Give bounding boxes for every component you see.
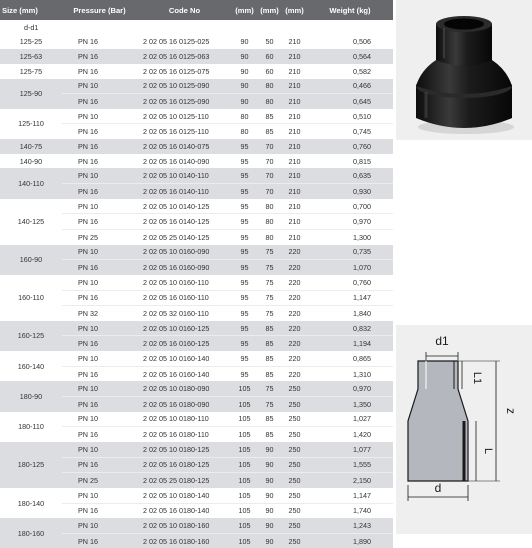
dim-2-cell: 85 bbox=[257, 366, 282, 381]
weight-cell: 0,760 bbox=[307, 275, 393, 290]
table-row bbox=[0, 199, 393, 214]
code-cell: 2 02 05 16 0125-075 bbox=[137, 64, 232, 79]
code-cell: 2 02 05 25 0180-125 bbox=[137, 473, 232, 488]
dim-1-cell: 95 bbox=[232, 214, 257, 230]
dim-3-cell: 250 bbox=[282, 473, 307, 488]
table-row bbox=[0, 442, 393, 457]
pressure-cell: PN 16 bbox=[62, 290, 137, 306]
weight-cell: 0,745 bbox=[307, 124, 393, 139]
code-cell: 2 02 05 16 0140-110 bbox=[137, 184, 232, 199]
dim-3-cell: 210 bbox=[282, 168, 307, 183]
weight-cell: 0,832 bbox=[307, 321, 393, 336]
dim-1-cell: 80 bbox=[232, 124, 257, 139]
weight-cell: 0,582 bbox=[307, 64, 393, 79]
dim-3-cell: 220 bbox=[282, 366, 307, 381]
dim-1-cell: 105 bbox=[232, 427, 257, 442]
size-cell: 125-110 bbox=[0, 109, 62, 139]
pressure-cell: PN 16 bbox=[62, 154, 137, 169]
table-row bbox=[0, 49, 393, 64]
weight-cell: 1,070 bbox=[307, 260, 393, 275]
pressure-cell: PN 10 bbox=[62, 199, 137, 214]
size-cell: 180-110 bbox=[0, 412, 62, 442]
weight-cell: 0,645 bbox=[307, 94, 393, 109]
code-cell: 2 02 05 16 0160-090 bbox=[137, 260, 232, 275]
weight-cell: 1,077 bbox=[307, 442, 393, 457]
code-cell: 2 02 05 16 0140-125 bbox=[137, 214, 232, 230]
dim-1-cell: 90 bbox=[232, 49, 257, 64]
dim-2-cell: 75 bbox=[257, 397, 282, 412]
size-cell: 160-90 bbox=[0, 245, 62, 275]
dim-3-cell: 220 bbox=[282, 245, 307, 260]
pressure-cell: PN 16 bbox=[62, 35, 137, 50]
dim-2-cell: 85 bbox=[257, 412, 282, 427]
pressure-cell: PN 16 bbox=[62, 336, 137, 351]
code-cell: 2 02 05 10 0140-110 bbox=[137, 168, 232, 183]
dim-2-cell: 70 bbox=[257, 184, 282, 199]
dim-2-cell: 75 bbox=[257, 260, 282, 275]
product-photo bbox=[396, 0, 532, 140]
dim-1-cell: 95 bbox=[232, 306, 257, 321]
code-cell: 2 02 05 16 0180-110 bbox=[137, 427, 232, 442]
table-row bbox=[0, 168, 393, 183]
table-row bbox=[0, 64, 393, 79]
size-cell: 180-160 bbox=[0, 518, 62, 548]
dim-3-cell: 250 bbox=[282, 533, 307, 548]
weight-cell: 1,740 bbox=[307, 503, 393, 518]
table-row bbox=[0, 245, 393, 260]
dim-1-cell: 95 bbox=[232, 351, 257, 366]
dim-2-cell: 70 bbox=[257, 168, 282, 183]
code-cell: 2 02 05 16 0160-110 bbox=[137, 290, 232, 306]
weight-cell: 1,300 bbox=[307, 229, 393, 244]
dim-1-cell: 105 bbox=[232, 518, 257, 533]
code-cell: 2 02 05 16 0125-090 bbox=[137, 94, 232, 109]
dim-2-cell: 80 bbox=[257, 94, 282, 109]
dim-2-cell: 60 bbox=[257, 49, 282, 64]
dim-3-cell: 250 bbox=[282, 442, 307, 457]
dim-2-cell: 90 bbox=[257, 518, 282, 533]
code-cell: 2 02 05 16 0160-140 bbox=[137, 366, 232, 381]
pressure-cell: PN 10 bbox=[62, 381, 137, 396]
dim-3-cell: 210 bbox=[282, 64, 307, 79]
weight-cell: 1,350 bbox=[307, 397, 393, 412]
dim-2-cell: 80 bbox=[257, 199, 282, 214]
dim-1-cell: 95 bbox=[232, 199, 257, 214]
dim-1-cell: 95 bbox=[232, 290, 257, 306]
dim-1-cell: 105 bbox=[232, 473, 257, 488]
dim-1-cell: 95 bbox=[232, 229, 257, 244]
size-cell: 160-110 bbox=[0, 275, 62, 321]
size-cell: 160-125 bbox=[0, 321, 62, 351]
dim-1-cell: 105 bbox=[232, 381, 257, 396]
weight-cell: 0,506 bbox=[307, 35, 393, 50]
weight-cell: 1,420 bbox=[307, 427, 393, 442]
weight-cell: 1,147 bbox=[307, 290, 393, 306]
code-cell: 2 02 05 16 0160-125 bbox=[137, 336, 232, 351]
dim-3-cell: 220 bbox=[282, 306, 307, 321]
pressure-cell: PN 16 bbox=[62, 427, 137, 442]
table-row bbox=[0, 109, 393, 124]
table-row bbox=[0, 412, 393, 427]
dim-3-cell: 250 bbox=[282, 503, 307, 518]
code-cell: 2 02 05 10 0125-090 bbox=[137, 79, 232, 94]
weight-cell: 0,735 bbox=[307, 245, 393, 260]
code-cell: 2 02 05 16 0140-090 bbox=[137, 154, 232, 169]
dim-1-cell: 95 bbox=[232, 336, 257, 351]
size-cell: 125-25 bbox=[0, 35, 62, 50]
weight-cell: 0,635 bbox=[307, 168, 393, 183]
header-dim-3: (mm) bbox=[282, 0, 307, 20]
size-cell: 140-75 bbox=[0, 139, 62, 154]
dim-1-cell: 95 bbox=[232, 139, 257, 154]
dim-3-cell: 210 bbox=[282, 79, 307, 94]
dim-3-cell: 210 bbox=[282, 154, 307, 169]
pressure-cell: PN 16 bbox=[62, 397, 137, 412]
dim-2-cell: 85 bbox=[257, 124, 282, 139]
table-header-row bbox=[0, 0, 393, 20]
pressure-cell: PN 10 bbox=[62, 488, 137, 503]
code-cell: 2 02 05 16 0180-140 bbox=[137, 503, 232, 518]
subheader-d-d1: d-d1 bbox=[0, 20, 393, 35]
dim-1-cell: 105 bbox=[232, 457, 257, 473]
size-cell: 125-63 bbox=[0, 49, 62, 64]
dim-1-cell: 105 bbox=[232, 533, 257, 548]
pressure-cell: PN 16 bbox=[62, 49, 137, 64]
pressure-cell: PN 10 bbox=[62, 442, 137, 457]
code-cell: 2 02 05 10 0140-125 bbox=[137, 199, 232, 214]
dim-2-cell: 90 bbox=[257, 488, 282, 503]
table-row bbox=[0, 275, 393, 290]
size-cell: 160-140 bbox=[0, 351, 62, 381]
dim-3-cell: 250 bbox=[282, 518, 307, 533]
dim-2-cell: 90 bbox=[257, 473, 282, 488]
pressure-cell: PN 10 bbox=[62, 168, 137, 183]
pressure-cell: PN 32 bbox=[62, 306, 137, 321]
dim-3-cell: 250 bbox=[282, 412, 307, 427]
dim-2-cell: 90 bbox=[257, 503, 282, 518]
dim-3-cell: 250 bbox=[282, 457, 307, 473]
pressure-cell: PN 10 bbox=[62, 109, 137, 124]
dim-1-cell: 80 bbox=[232, 109, 257, 124]
dim-3-cell: 210 bbox=[282, 199, 307, 214]
code-cell: 2 02 05 10 0180-140 bbox=[137, 488, 232, 503]
dim-1-cell: 95 bbox=[232, 184, 257, 199]
dim-2-cell: 75 bbox=[257, 306, 282, 321]
weight-cell: 1,840 bbox=[307, 306, 393, 321]
dim-1-cell: 95 bbox=[232, 275, 257, 290]
pressure-cell: PN 25 bbox=[62, 473, 137, 488]
pressure-cell: PN 16 bbox=[62, 214, 137, 230]
code-cell: 2 02 05 10 0160-140 bbox=[137, 351, 232, 366]
pressure-cell: PN 10 bbox=[62, 245, 137, 260]
dim-3-cell: 250 bbox=[282, 397, 307, 412]
pressure-cell: PN 16 bbox=[62, 139, 137, 154]
pressure-cell: PN 25 bbox=[62, 229, 137, 244]
pressure-cell: PN 16 bbox=[62, 64, 137, 79]
weight-cell: 1,243 bbox=[307, 518, 393, 533]
size-cell: 140-90 bbox=[0, 154, 62, 169]
dim-2-cell: 85 bbox=[257, 109, 282, 124]
dim-3-cell: 210 bbox=[282, 214, 307, 230]
dim-2-cell: 85 bbox=[257, 351, 282, 366]
weight-cell: 1,027 bbox=[307, 412, 393, 427]
dim-3-cell: 220 bbox=[282, 260, 307, 275]
table-row bbox=[0, 381, 393, 396]
code-cell: 2 02 05 16 0125-110 bbox=[137, 124, 232, 139]
dim-1-cell: 95 bbox=[232, 321, 257, 336]
code-cell: 2 02 05 10 0180-125 bbox=[137, 442, 232, 457]
size-cell: 140-110 bbox=[0, 168, 62, 198]
pressure-cell: PN 16 bbox=[62, 457, 137, 473]
reducer-fitting-image bbox=[396, 0, 532, 140]
table-row bbox=[0, 518, 393, 533]
weight-cell: 1,890 bbox=[307, 533, 393, 548]
header-weight: Weight (kg) bbox=[307, 0, 393, 20]
weight-cell: 0,510 bbox=[307, 109, 393, 124]
dim-2-cell: 80 bbox=[257, 214, 282, 230]
weight-cell: 1,310 bbox=[307, 366, 393, 381]
dim-2-cell: 90 bbox=[257, 442, 282, 457]
weight-cell: 0,760 bbox=[307, 139, 393, 154]
size-cell: 180-90 bbox=[0, 381, 62, 411]
weight-cell: 0,970 bbox=[307, 214, 393, 230]
size-cell: 140-125 bbox=[0, 199, 62, 245]
drawing-label-L1: L1 bbox=[471, 371, 483, 385]
dim-1-cell: 90 bbox=[232, 64, 257, 79]
pressure-cell: PN 16 bbox=[62, 366, 137, 381]
technical-drawing-panel bbox=[396, 325, 532, 534]
dim-2-cell: 70 bbox=[257, 139, 282, 154]
header-dim-2: (mm) bbox=[257, 0, 282, 20]
pressure-cell: PN 16 bbox=[62, 124, 137, 139]
weight-cell: 0,815 bbox=[307, 154, 393, 169]
code-cell: 2 02 05 16 0180-125 bbox=[137, 457, 232, 473]
code-cell: 2 02 05 10 0160-110 bbox=[137, 275, 232, 290]
header-size: Size (mm) bbox=[0, 0, 62, 20]
drawing-label-d1: d1 bbox=[435, 334, 449, 348]
dim-1-cell: 95 bbox=[232, 168, 257, 183]
dim-2-cell: 60 bbox=[257, 64, 282, 79]
dim-3-cell: 250 bbox=[282, 381, 307, 396]
code-cell: 2 02 05 16 0180-090 bbox=[137, 397, 232, 412]
dim-1-cell: 95 bbox=[232, 260, 257, 275]
size-cell: 180-140 bbox=[0, 488, 62, 518]
pressure-cell: PN 10 bbox=[62, 412, 137, 427]
weight-cell: 1,555 bbox=[307, 457, 393, 473]
dim-2-cell: 50 bbox=[257, 35, 282, 50]
size-cell: 125-90 bbox=[0, 79, 62, 109]
dim-2-cell: 75 bbox=[257, 290, 282, 306]
code-cell: 2 02 05 16 0125-025 bbox=[137, 35, 232, 50]
dim-2-cell: 80 bbox=[257, 79, 282, 94]
dim-3-cell: 220 bbox=[282, 321, 307, 336]
dim-1-cell: 105 bbox=[232, 503, 257, 518]
weight-cell: 0,466 bbox=[307, 79, 393, 94]
pressure-cell: PN 10 bbox=[62, 79, 137, 94]
dim-2-cell: 75 bbox=[257, 245, 282, 260]
dim-1-cell: 90 bbox=[232, 79, 257, 94]
dim-1-cell: 90 bbox=[232, 35, 257, 50]
weight-cell: 2,150 bbox=[307, 473, 393, 488]
dim-1-cell: 90 bbox=[232, 94, 257, 109]
code-cell: 2 02 05 10 0180-110 bbox=[137, 412, 232, 427]
dim-3-cell: 210 bbox=[282, 124, 307, 139]
weight-cell: 0,930 bbox=[307, 184, 393, 199]
dim-3-cell: 210 bbox=[282, 139, 307, 154]
table-row bbox=[0, 139, 393, 154]
dim-3-cell: 220 bbox=[282, 275, 307, 290]
dim-2-cell: 85 bbox=[257, 336, 282, 351]
dim-2-cell: 75 bbox=[257, 381, 282, 396]
code-cell: 2 02 05 10 0125-110 bbox=[137, 109, 232, 124]
table-row bbox=[0, 351, 393, 366]
header-code: Code No bbox=[137, 0, 232, 20]
dim-3-cell: 210 bbox=[282, 229, 307, 244]
header-pressure: Pressure (Bar) bbox=[62, 0, 137, 20]
dim-2-cell: 75 bbox=[257, 275, 282, 290]
dim-2-cell: 80 bbox=[257, 229, 282, 244]
pressure-cell: PN 10 bbox=[62, 351, 137, 366]
code-cell: 2 02 05 10 0160-090 bbox=[137, 245, 232, 260]
dim-3-cell: 210 bbox=[282, 94, 307, 109]
dim-3-cell: 250 bbox=[282, 427, 307, 442]
code-cell: 2 02 05 16 0125-063 bbox=[137, 49, 232, 64]
weight-cell: 0,700 bbox=[307, 199, 393, 214]
dim-1-cell: 95 bbox=[232, 154, 257, 169]
weight-cell: 0,564 bbox=[307, 49, 393, 64]
pressure-cell: PN 10 bbox=[62, 321, 137, 336]
pressure-cell: PN 16 bbox=[62, 533, 137, 548]
code-cell: 2 02 05 25 0140-125 bbox=[137, 229, 232, 244]
pressure-cell: PN 16 bbox=[62, 503, 137, 518]
dim-2-cell: 85 bbox=[257, 427, 282, 442]
dim-1-cell: 95 bbox=[232, 245, 257, 260]
weight-cell: 1,194 bbox=[307, 336, 393, 351]
dim-3-cell: 210 bbox=[282, 184, 307, 199]
code-cell: 2 02 05 10 0160-125 bbox=[137, 321, 232, 336]
dim-1-cell: 105 bbox=[232, 397, 257, 412]
dim-3-cell: 210 bbox=[282, 109, 307, 124]
table-body bbox=[0, 35, 393, 548]
table-subheader-row bbox=[0, 20, 393, 35]
dim-1-cell: 95 bbox=[232, 366, 257, 381]
code-cell: 2 02 05 16 0140-075 bbox=[137, 139, 232, 154]
dim-3-cell: 250 bbox=[282, 488, 307, 503]
header-dim-1: (mm) bbox=[232, 0, 257, 20]
dim-1-cell: 105 bbox=[232, 442, 257, 457]
size-cell: 180-125 bbox=[0, 442, 62, 488]
code-cell: 2 02 05 32 0160-110 bbox=[137, 306, 232, 321]
dim-1-cell: 105 bbox=[232, 488, 257, 503]
dim-1-cell: 105 bbox=[232, 412, 257, 427]
code-cell: 2 02 05 16 0180-160 bbox=[137, 533, 232, 548]
pressure-cell: PN 16 bbox=[62, 260, 137, 275]
size-cell: 125-75 bbox=[0, 64, 62, 79]
code-cell: 2 02 05 10 0180-160 bbox=[137, 518, 232, 533]
weight-cell: 0,865 bbox=[307, 351, 393, 366]
dim-3-cell: 220 bbox=[282, 336, 307, 351]
dim-2-cell: 85 bbox=[257, 321, 282, 336]
table-row bbox=[0, 488, 393, 503]
drawing-label-d: d bbox=[434, 481, 442, 495]
drawing-label-L: L bbox=[482, 447, 494, 455]
dim-3-cell: 220 bbox=[282, 290, 307, 306]
dim-3-cell: 210 bbox=[282, 49, 307, 64]
pressure-cell: PN 16 bbox=[62, 184, 137, 199]
table-row bbox=[0, 79, 393, 94]
weight-cell: 0,970 bbox=[307, 381, 393, 396]
dim-2-cell: 70 bbox=[257, 154, 282, 169]
code-cell: 2 02 05 10 0180-090 bbox=[137, 381, 232, 396]
pressure-cell: PN 10 bbox=[62, 275, 137, 290]
drawing-label-z: z bbox=[504, 408, 518, 414]
dim-3-cell: 220 bbox=[282, 351, 307, 366]
table-row bbox=[0, 154, 393, 169]
dim-3-cell: 210 bbox=[282, 35, 307, 50]
weight-cell: 1,147 bbox=[307, 488, 393, 503]
dim-2-cell: 90 bbox=[257, 533, 282, 548]
table-row bbox=[0, 35, 393, 50]
pressure-cell: PN 10 bbox=[62, 518, 137, 533]
pressure-cell: PN 16 bbox=[62, 94, 137, 109]
table-row bbox=[0, 321, 393, 336]
dim-2-cell: 90 bbox=[257, 457, 282, 473]
technical-drawing bbox=[396, 325, 532, 534]
